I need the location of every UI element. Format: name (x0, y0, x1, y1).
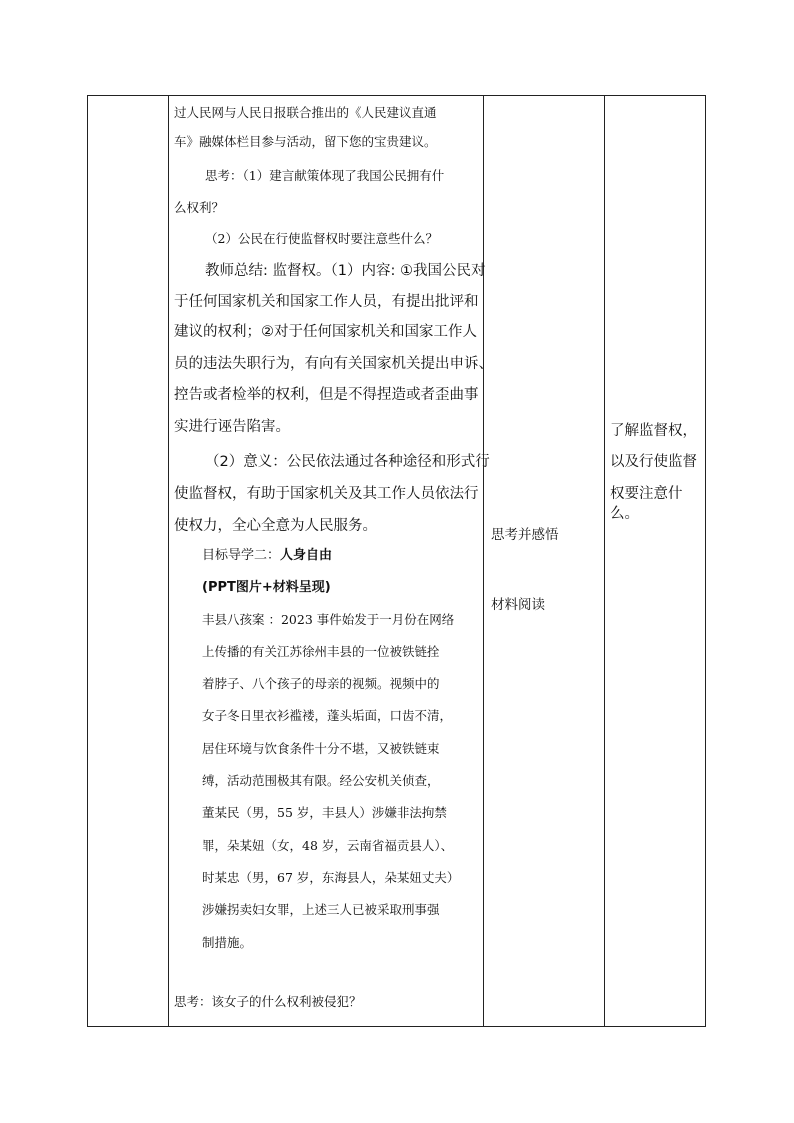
teaching-process-cell (169, 96, 493, 1026)
significance-line-2: 使监督权，有助于国家机关及其工作人员依法行 (174, 486, 479, 502)
material-intro-line-1: 过人民网与人民日报联合推出的《人民建议直通 (174, 105, 437, 120)
goal-guide-label: 目标导学二： (202, 548, 281, 563)
left-blank-cell (88, 96, 168, 1026)
significance-line-1: （2）意义：公民依法通过各种途径和形式行 (205, 454, 490, 470)
column-divider (604, 96, 605, 1026)
final-think-question: 思考：该女子的什么权利被侵犯？ (174, 994, 362, 1009)
case-line-2: 上传播的有关江苏徐州丰县的一位被铁链拴 (202, 644, 440, 659)
case-line-5: 居住环境与饮食条件十分不堪，又被铁链束 (202, 741, 440, 756)
student-activity-reading: 材料阅读 (491, 597, 545, 613)
lesson-plan-table (87, 95, 706, 1027)
design-intent-line-3: 权要注意什么。 (610, 486, 683, 522)
teacher-summary-line-2: 于任何国家机关和国家工作人员，有提出批评和 (174, 294, 479, 310)
case-line-9: 时某忠（男，67 岁，东海县人，朵某妞丈夫） (202, 870, 460, 885)
design-intent-line-2: 以及行使监督 (610, 454, 697, 470)
case-line-3: 着脖子、八个孩子的母亲的视频。视频中的 (202, 676, 440, 691)
think-question-1-line-1: 思考：（1）建言献策体现了我国公民拥有什 (205, 168, 445, 183)
case-line-7: 董某民（男，55 岁，丰县人）涉嫌非法拘禁 (202, 805, 447, 820)
design-intent-line-1: 了解监督权， (610, 423, 697, 439)
case-line-1: 丰县八孩案 ：2023 事件始发于一月份在网络 (202, 612, 455, 627)
goal-guide-title: 人身自由 (280, 548, 333, 563)
teacher-summary-line-1: 教师总结: 监督权。（1）内容: ①我国公民对 (205, 263, 486, 279)
ppt-material-note: (PPT图片+材料呈现) (202, 580, 331, 595)
material-intro-line-2: 车》融媒体栏目参与活动，留下您的宝贵建议。 (174, 134, 437, 149)
teacher-summary-line-3: 建议的权利；②对于任何国家机关和国家工作人 (174, 324, 477, 340)
teacher-summary-line-6: 实进行诬告陷害。 (174, 419, 290, 435)
goal-guide-heading (202, 547, 332, 565)
column-divider (483, 96, 484, 1026)
case-line-4: 女子冬日里衣衫褴褛，蓬头垢面，口齿不清， (202, 708, 453, 723)
student-activity-think: 思考并感悟 (491, 527, 559, 543)
significance-line-3: 使权力，全心全意为人民服务。 (174, 518, 377, 534)
think-question-1-line-2: 么权利？ (174, 200, 225, 215)
teacher-summary-line-5: 控告或者检举的权利，但是不得捏造或者歪曲事 (174, 387, 479, 403)
case-line-10: 涉嫌拐卖妇女罪，上述三人已被采取刑事强 (202, 902, 440, 917)
case-line-8: 罪，朵某妞（女，48 岁，云南省福贡县人）、 (202, 838, 454, 853)
think-question-2: （2）公民在行使监督权时要注意些什么？ (205, 231, 438, 246)
teacher-summary-line-4: 员的违法失职行为，有向有关国家机关提出申诉、 (174, 356, 493, 372)
case-line-11: 制措施。 (202, 935, 253, 950)
case-line-6: 缚，活动范围极其有限。经公安机关侦查， (202, 773, 440, 788)
